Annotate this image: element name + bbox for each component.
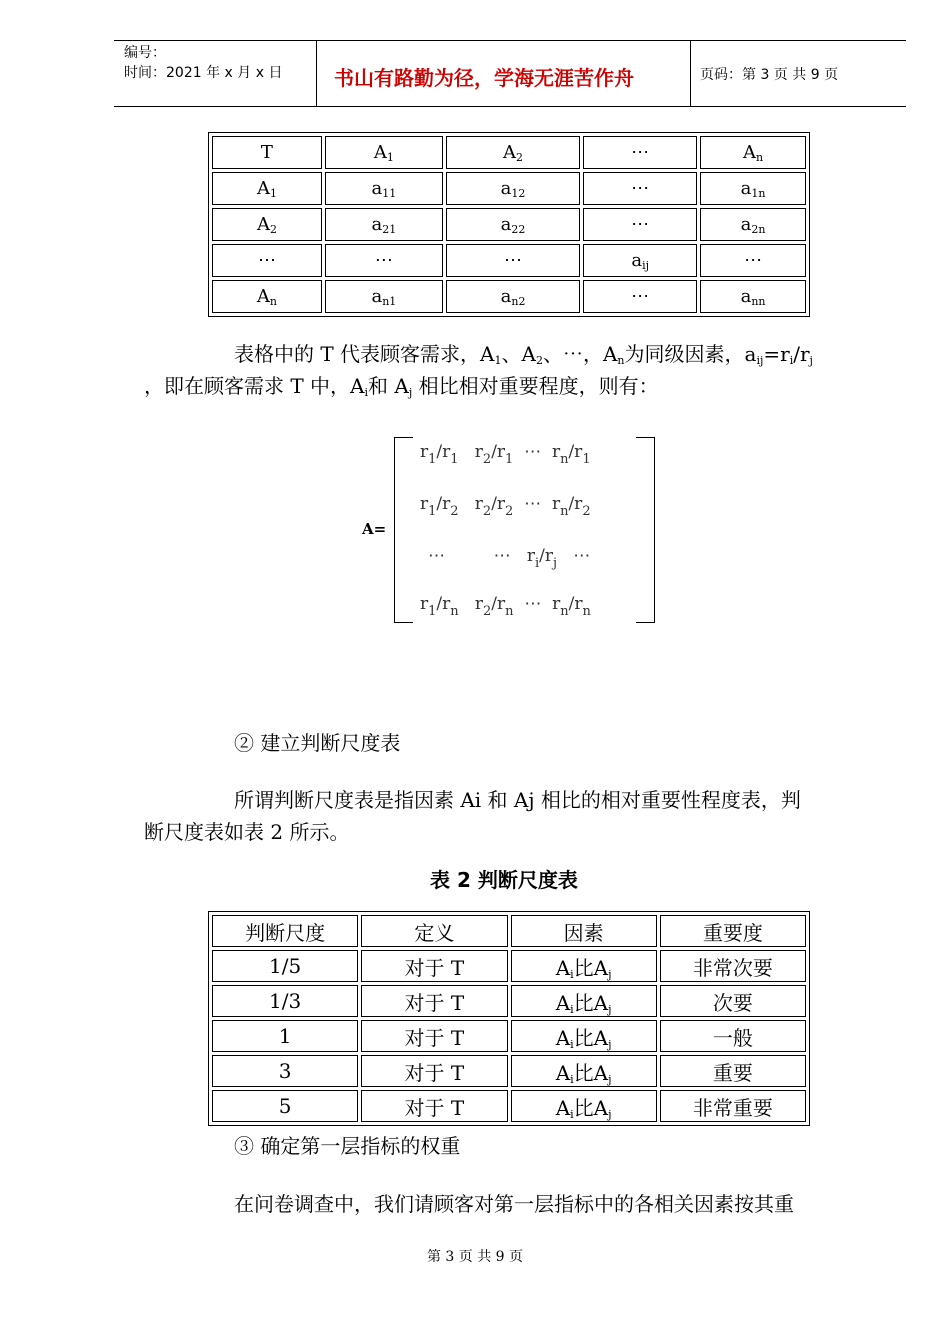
table2-cell-def: 对于 T [361, 1020, 507, 1052]
table1-cell: $a_{1n}$ [700, 172, 806, 205]
table1-cell: ⋯ [583, 172, 697, 205]
page-footer: 第 3 页 共 9 页 [426, 1249, 524, 1265]
table2-cell-factor: $A_i$比$A_j$ [511, 1090, 657, 1122]
table2-cell-factor: $A_i$比$A_j$ [511, 950, 657, 982]
table1-row [212, 208, 806, 241]
matrix-left-bracket [394, 437, 413, 623]
header-top-rule [114, 40, 906, 41]
table2-cell-importance: 非常重要 [660, 1090, 806, 1122]
table2-row [212, 1020, 806, 1052]
paragraph-scale-line2: 断尺度表如表 2 所示。 [144, 820, 350, 844]
table1-cell: ⋯ [212, 244, 322, 277]
table1-cell: ⋯ [583, 208, 697, 241]
table1-cell: $A_1$ [325, 136, 443, 169]
table2-header-scale: 判断尺度 [212, 915, 358, 947]
table1-cell: $a_{21}$ [325, 208, 443, 241]
table1-cell: $a_{n2}$ [446, 280, 580, 313]
judgement-scale-table [208, 911, 810, 1126]
paragraph-definition-line1: 表格中的 T 代表顾客需求，$A_1$、$A_2$、⋯，$A_n$为同级因素，$a_{ij}=r_i/r_j$ [234, 342, 813, 367]
matrix-row-1: $r_1/r_1$ $r_2/r_1$ ⋯ $r_n/r_1$ [420, 442, 591, 467]
table1-row [212, 136, 806, 169]
table1-row [212, 280, 806, 313]
table1-cell: $A_2$ [446, 136, 580, 169]
table2-header-definition: 定义 [361, 915, 507, 947]
matrix-right-bracket [636, 437, 655, 623]
table2-caption: 表 2 判断尺度表 [430, 868, 578, 892]
table1-cell: $A_1$ [212, 172, 322, 205]
table2-cell-scale: 5 [212, 1090, 358, 1122]
step2-heading: ② 建立判断尺度表 [234, 731, 401, 755]
table2-cell-factor: $A_i$比$A_j$ [511, 985, 657, 1017]
page-label: 页码：第 3 页 共 9 页 [700, 67, 839, 83]
paragraph-scale-line1: 所谓判断尺度表是指因素 Ai 和 Aj 相比的相对重要性程度表，判 [234, 788, 801, 812]
table2-cell-factor: $A_i$比$A_j$ [511, 1055, 657, 1087]
table2-cell-scale: 1/5 [212, 950, 358, 982]
table2-header-importance: 重要度 [660, 915, 806, 947]
table2-cell-importance: 次要 [660, 985, 806, 1017]
table1-cell: ⋯ [583, 280, 697, 313]
matrix-row-2: $r_1/r_2$ $r_2/r_2$ ⋯ $r_n/r_2$ [420, 494, 591, 519]
table1-cell: $a_{2n}$ [700, 208, 806, 241]
table1-cell: $a_{11}$ [325, 172, 443, 205]
header-bottom-rule [114, 106, 906, 107]
matrix-row-3: ⋯ ⋯ $r_i/r_j$ ⋯ [428, 546, 591, 571]
table2-cell-scale: 1 [212, 1020, 358, 1052]
table1-row [212, 244, 806, 277]
table2-cell-importance: 重要 [660, 1055, 806, 1087]
table2-cell-def: 对于 T [361, 950, 507, 982]
table2-cell-scale: 1/3 [212, 985, 358, 1017]
table2-cell-def: 对于 T [361, 985, 507, 1017]
time-label: 时间：2021 年 x 月 x 日 [124, 65, 283, 81]
table2-row [212, 950, 806, 982]
table1-cell: $a_{22}$ [446, 208, 580, 241]
table1-cell: $A_n$ [700, 136, 806, 169]
table1-cell: $A_2$ [212, 208, 322, 241]
table1-row [212, 172, 806, 205]
serial-label: 编号： [124, 45, 166, 61]
header-divider-right [690, 40, 691, 107]
table2-cell-importance: 非常次要 [660, 950, 806, 982]
table1-cell: ⋯ [583, 136, 697, 169]
table2-cell-def: 对于 T [361, 1090, 507, 1122]
table1-cell: ⋯ [446, 244, 580, 277]
table2-cell-scale: 3 [212, 1055, 358, 1087]
table2-header-factor: 因素 [511, 915, 657, 947]
table1-cell: ⋯ [700, 244, 806, 277]
matrix-label: A= [362, 520, 387, 538]
step3-heading: ③ 确定第一层指标的权重 [234, 1134, 461, 1158]
table2-header-row [212, 915, 806, 947]
table2-cell-factor: $A_i$比$A_j$ [511, 1020, 657, 1052]
table2-cell-importance: 一般 [660, 1020, 806, 1052]
table1-cell: ⋯ [325, 244, 443, 277]
table1-cell: $a_{n1}$ [325, 280, 443, 313]
table1-cell: $a_{12}$ [446, 172, 580, 205]
table2-row [212, 1090, 806, 1122]
table1-cell: $A_n$ [212, 280, 322, 313]
comparison-table [208, 132, 810, 317]
table1-cell: $a_{ij}$ [583, 244, 697, 277]
header-divider-left [316, 40, 317, 107]
header-motto: 书山有路勤为径，学海无涯苦作舟 [334, 66, 634, 90]
table2-cell-def: 对于 T [361, 1055, 507, 1087]
table1-cell: T [212, 136, 322, 169]
table2-row [212, 985, 806, 1017]
table1-cell: $a_{nn}$ [700, 280, 806, 313]
matrix-row-4: $r_1/r_n$ $r_2/r_n$ ⋯ $r_n/r_n$ [420, 594, 591, 619]
table2-row [212, 1055, 806, 1087]
paragraph-definition-line2: ，即在顾客需求 T 中，$A_i$和 $A_j$ 相比相对重要程度，则有： [144, 374, 659, 399]
paragraph-survey-line1: 在问卷调查中，我们请顾客对第一层指标中的各相关因素按其重 [234, 1192, 794, 1216]
